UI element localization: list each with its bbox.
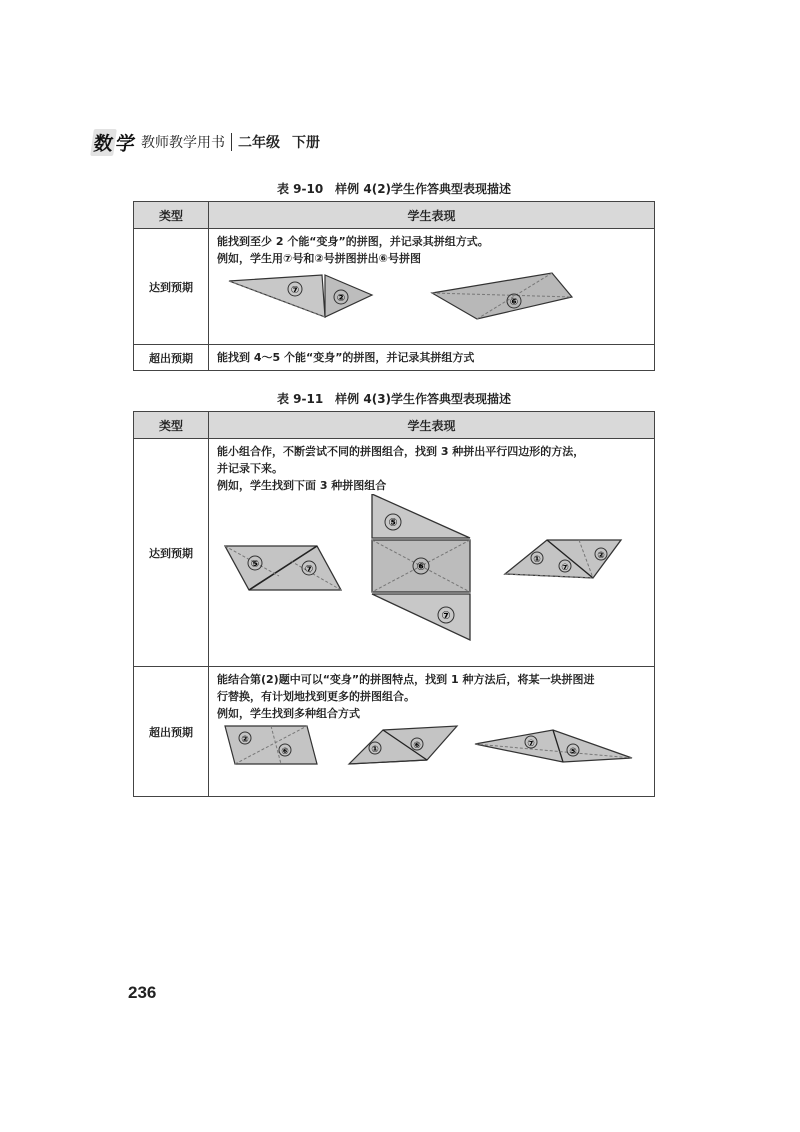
piece-label: ①: [371, 745, 379, 755]
col-type-header: 类型: [134, 412, 209, 439]
col-performance-header: 学生表现: [209, 202, 655, 229]
table-2: [133, 411, 655, 797]
table-row: [134, 667, 655, 797]
perf-line: 能找到 4～5 个能“变身”的拼图，并记录其拼组方式: [217, 351, 475, 364]
figure-row: [217, 267, 646, 325]
row-performance: [209, 439, 655, 667]
table-2-caption: 表 9-11 样例 4(3)学生作答典型表现描述: [276, 392, 512, 406]
table-row: [134, 439, 655, 667]
piece-label: ⑥: [413, 741, 421, 751]
perf-line: 能小组合作，不断尝试不同的拼图组合，找到 3 种拼出平行四边形的方法，: [217, 445, 585, 458]
col-type-header: 类型: [134, 202, 209, 229]
piece-label: ⑦: [304, 564, 314, 575]
puzzle-shape-7-2: [229, 275, 372, 317]
row-type: 达到预期: [134, 229, 209, 345]
puzzle-shape-combo-2: [349, 726, 457, 764]
puzzle-shape-6: [432, 273, 572, 319]
header-divider: [231, 133, 232, 151]
puzzle-shape-stacked: [372, 494, 470, 640]
table-row: [134, 345, 655, 371]
perf-line: 能结合第(2)题中可以“变身”的拼图特点，找到 1 种方法后，将某一块拼图进: [217, 673, 595, 686]
row-performance: [209, 229, 655, 345]
puzzle-shape-parallelogram-2: [505, 540, 621, 578]
table-row: [134, 229, 655, 345]
piece-label: ②: [597, 551, 605, 561]
row-performance: [209, 345, 655, 371]
perf-line: 能找到至少 2 个能“变身”的拼图，并记录其拼组方式。: [217, 235, 489, 248]
col-performance-header: 学生表现: [209, 412, 655, 439]
book-title: 教师教学用书: [141, 135, 226, 151]
figure-row: [217, 494, 646, 644]
page-number: 236: [128, 983, 157, 1002]
book-header: [92, 128, 320, 156]
piece-label: ⑥: [281, 747, 289, 757]
perf-line: 例如，学生用⑦号和②号拼图拼出⑥号拼图: [217, 252, 421, 265]
row-type: 超出预期: [134, 345, 209, 371]
table-1: [133, 201, 655, 371]
piece-label: ⑤: [250, 559, 260, 570]
table-header-row: [134, 202, 655, 229]
piece-label: ⑦: [441, 609, 451, 622]
figure-row: [217, 722, 646, 772]
piece-label: ⑦: [290, 285, 300, 296]
row-type: 达到预期: [134, 439, 209, 667]
puzzle-shape-combo-1: [225, 726, 317, 764]
piece-label: ⑦: [561, 563, 569, 573]
perf-line: 例如，学生找到多种组合方式: [217, 707, 360, 720]
piece-label: ⑥: [509, 297, 519, 308]
logo-char-1: 数: [90, 129, 117, 156]
puzzle-shape-combo-3: [475, 730, 632, 762]
piece-label: ①: [533, 555, 541, 565]
piece-label: ⑦: [527, 739, 535, 749]
row-type: 超出预期: [134, 667, 209, 797]
perf-line: 并记录下来。: [217, 462, 283, 475]
puzzle-figures: [217, 722, 657, 772]
grade-label: 二年级: [238, 135, 281, 151]
row-performance: [209, 667, 655, 797]
piece-label: ⑤: [388, 516, 398, 529]
perf-line: 行替换，有计划地找到更多的拼图组合。: [217, 690, 415, 703]
piece-label: ⑥: [416, 560, 426, 573]
piece-label: ②: [336, 293, 346, 304]
volume-label: 下册: [292, 135, 321, 151]
math-logo: [92, 129, 135, 156]
logo-char-2: 学: [114, 132, 137, 155]
perf-line: 例如，学生找到下面 3 种拼图组合: [217, 479, 387, 492]
puzzle-shape-parallelogram-1: [225, 546, 341, 590]
table-1-caption: 表 9-10 样例 4(2)学生作答典型表现描述: [276, 182, 512, 196]
piece-label: ②: [241, 735, 249, 745]
piece-label: ⑤: [569, 747, 577, 757]
puzzle-figures: [217, 267, 657, 325]
table-header-row: [134, 412, 655, 439]
puzzle-figures: [217, 494, 657, 644]
